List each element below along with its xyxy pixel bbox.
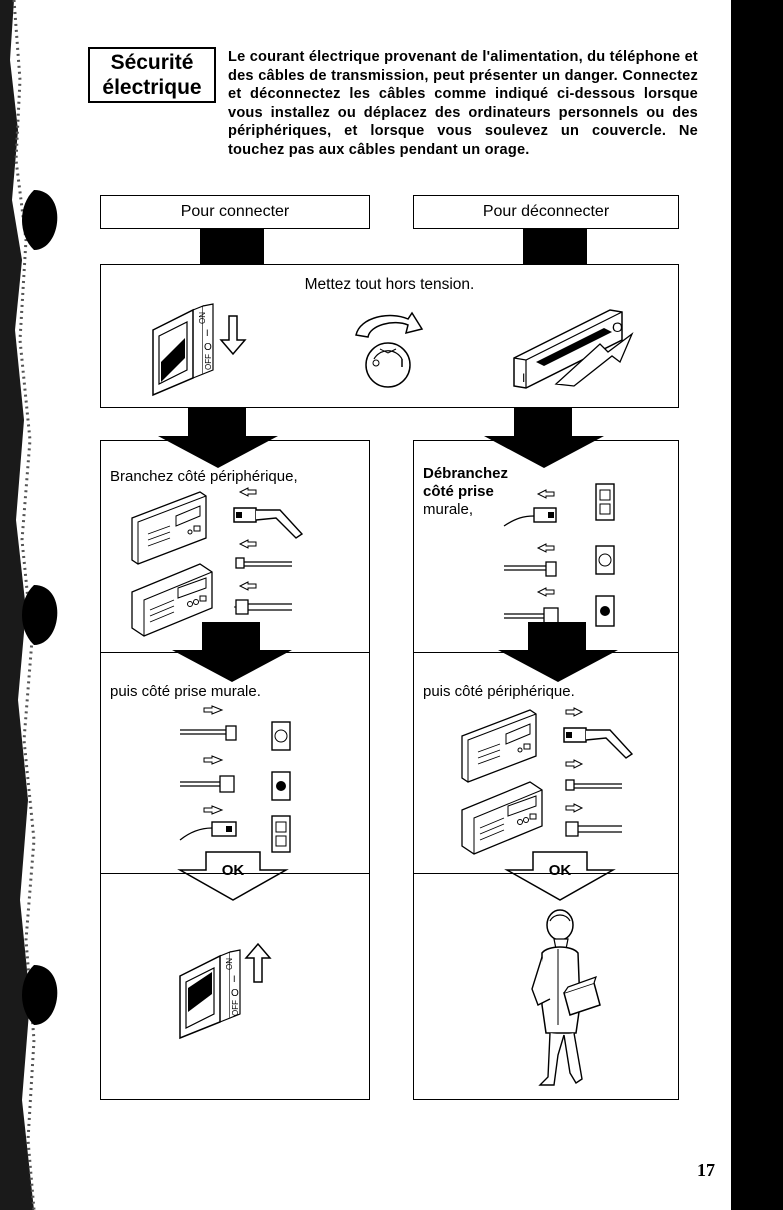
rocker-one-label: I	[522, 371, 526, 385]
connect-ok-label: OK	[221, 862, 245, 879]
connect-step2-text: puis côté prise murale.	[110, 683, 261, 700]
connect-step1-text: Branchez côté périphérique,	[110, 468, 298, 485]
disconnect-step1-line3: murale,	[423, 501, 474, 518]
disconnect-header-label: Pour déconnecter	[482, 203, 610, 220]
page-edge-shadow	[731, 0, 783, 1210]
device-cables-disconnect-illustration	[460, 700, 640, 860]
rocker-zero-label: O	[612, 319, 623, 335]
section-title-line2: électrique	[102, 76, 202, 99]
switch-on-label: ON	[198, 312, 207, 324]
binder-hole-middle	[22, 585, 72, 645]
rocker-switch-off-icon	[510, 300, 650, 395]
disconnect-step2-text: puis côté périphérique.	[423, 683, 575, 700]
switch-on-label-2: ON	[225, 958, 234, 970]
switch-off-label: OFF	[204, 354, 213, 370]
section-title-line1: Sécurité	[110, 51, 194, 74]
binder-hole-bottom	[22, 965, 72, 1025]
rotary-knob-off-icon	[350, 305, 430, 390]
safety-warning-text: Le courant électrique provenant de l'alimentation, du téléphone et des câbles de transmission, peut présenter un danger. Connectez et déconnectez les câbles comme indiqué ci-dessous lorsque vous installez ou déplacez des ordinateurs personnels ou des périphériques, et lorsque vous soulevez un couvercle. Ne touchez pas aux câbles pendant un orage.	[228, 49, 698, 158]
wall-cables-connect-illustration	[176, 700, 306, 860]
section-title-box	[88, 47, 216, 103]
power-off-instruction: Mettez tout hors tension.	[304, 276, 475, 293]
connect-flow-bar	[200, 229, 264, 264]
device-cables-connect-illustration	[130, 482, 310, 642]
connect-header	[100, 195, 370, 229]
page-number: 17	[697, 1160, 715, 1180]
wall-cables-disconnect-illustration	[476, 478, 636, 638]
disconnect-flow-bar	[523, 229, 587, 264]
disconnect-ok-label: OK	[548, 862, 572, 879]
binder-hole-top	[22, 190, 72, 250]
disconnect-step1-line1: Débranchez	[423, 465, 509, 482]
switch-zero-label: O	[204, 342, 212, 353]
switch-one-label-2: I	[233, 974, 236, 984]
disconnect-header	[413, 195, 679, 229]
person-carrying-device-icon	[520, 905, 610, 1090]
switch-zero-label-2: O	[231, 988, 239, 999]
connect-header-label: Pour connecter	[180, 203, 290, 220]
wall-switch-on-icon	[176, 942, 286, 1042]
disconnect-step1-line2: côté prise	[423, 483, 494, 500]
switch-off-label-2: OFF	[231, 1000, 240, 1016]
switch-one-label: I	[206, 328, 209, 338]
wall-switch-off-icon	[145, 300, 265, 400]
